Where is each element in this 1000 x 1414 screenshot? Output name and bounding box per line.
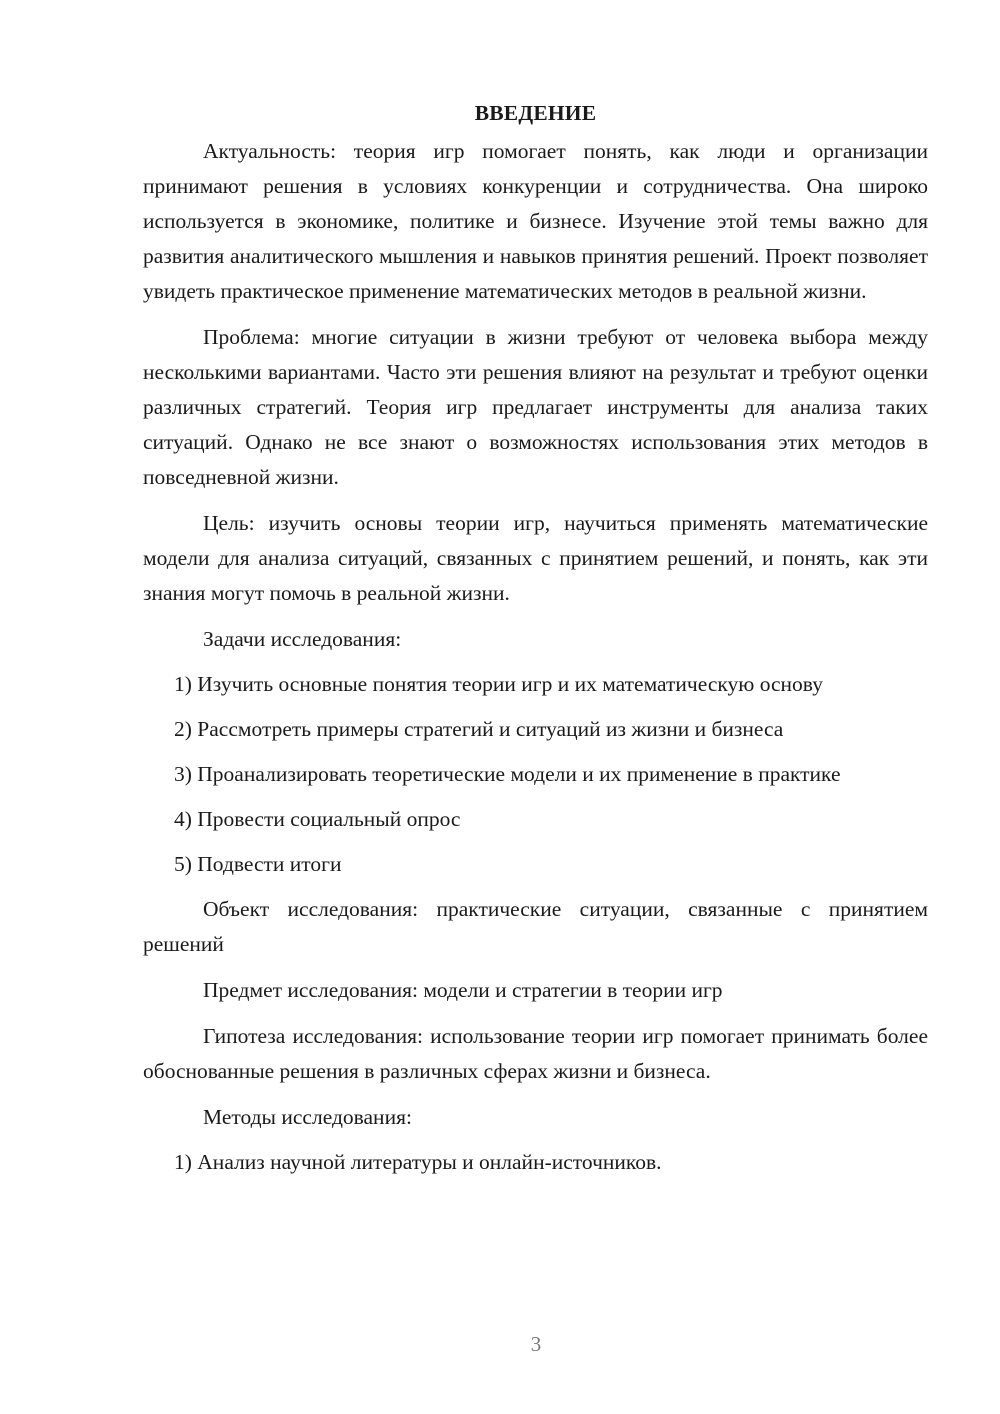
section-title: ВВЕДЕНИЕ [474,101,597,125]
hypothesis-paragraph: Гипотеза исследования: использование теории игр помогает принимать более обоснованные решения в различных сферах жизни и бизнеса. [143,1024,928,1083]
task-item-5: 5) Подвести итоги [174,852,342,876]
task-item-3: 3) Проанализировать теоретические модели и их применение в практике [174,762,841,786]
tasks-label: Задачи исследования: [203,627,402,651]
document-page [143,96,928,1190]
task-item-4: 4) Провести социальный опрос [174,807,461,831]
goal-paragraph: Цель: изучить основы теории игр, научиться применять математические модели для анализа ситуаций, связанных с принятием решений, и понять, как эти знания могут помочь в реальной жизни. [143,511,928,605]
task-item-2: 2) Рассмотреть примеры стратегий и ситуаций из жизни и бизнеса [174,717,784,741]
method-item-1: 1) Анализ научной литературы и онлайн-источников. [174,1150,662,1174]
relevance-paragraph: Актуальность: теория игр помогает понять, как люди и организации принимают решения в условиях конкуренции и сотрудничества. Она широко используется в экономике, политике и бизнесе. Изучение этой темы важно для развития аналитического мышления и навыков принятия решений. Проект позволяет увидеть практическое применение математических методов в реальной жизни. [143,139,928,303]
task-item-1: 1) Изучить основные понятия теории игр и их математическую основу [174,672,823,696]
subject-paragraph: Предмет исследования: модели и стратегии в теории игр [203,978,723,1002]
methods-label: Методы исследования: [203,1105,412,1129]
object-paragraph: Объект исследования: практические ситуации, связанные с принятием решений [143,897,928,956]
page-number: 3 [530,1332,542,1356]
problem-paragraph: Проблема: многие ситуации в жизни требуют от человека выбора между несколькими вариантами. Часто эти решения влияют на результат и требуют оценки различных стратегий. Теория игр предлагает инструменты для анализа таких ситуаций. Однако не все знают о возможностях использования этих методов в повседневной жизни. [143,325,928,489]
